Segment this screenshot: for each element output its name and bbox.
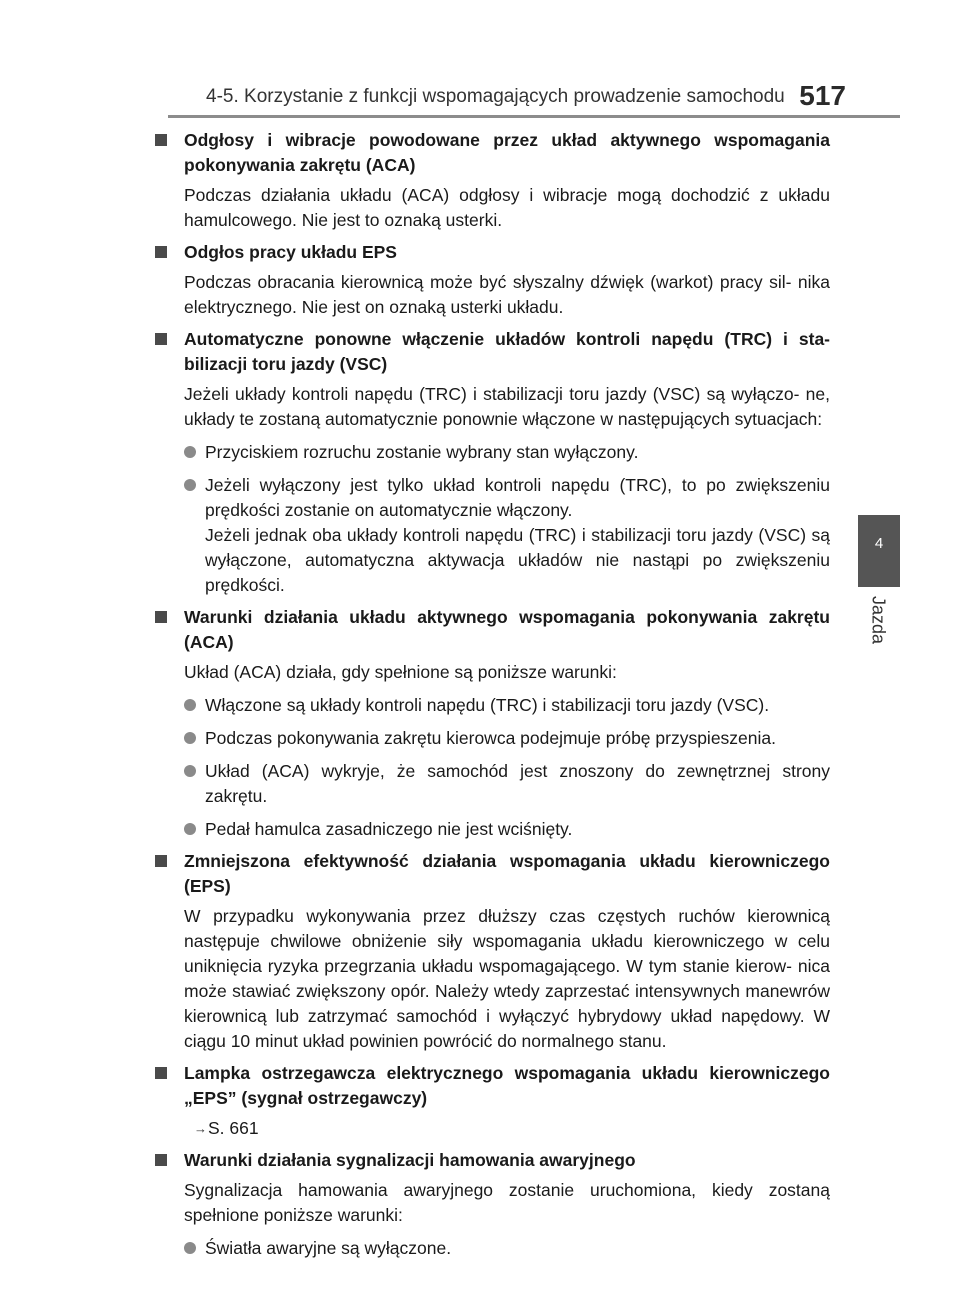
section-aca-conditions xyxy=(155,605,830,842)
section-body: Sygnalizacja hamowania awaryjnego zostanie uruchomiona, kiedy zostaną spełnione poniższe warunki: xyxy=(184,1180,830,1225)
square-bullet-icon xyxy=(155,246,167,258)
section-body: W przypadku wykonywania przez dłuższy czas częstych ruchów kierownicą następuje chwilowe obniżenie siły wspomagania układu kierowniczego w celu uniknięcia ryzyka przegrzania układu wspomagającego. W tym stanie kierow- nica może stawiać zwiększony opór. Należy wtedy zaprzestać intensywnych manewrów kierownicą lub zatrzymać samochód i wyłączyć hybrydowy układ napędowy. W ciągu 10 minut układ powinien powrócić do normalnego stanu. xyxy=(184,906,830,1051)
page-number: 517 xyxy=(799,80,846,111)
section-title: Warunki działania układu aktywnego wspomagania pokonywania zakrętu (ACA) xyxy=(184,607,830,652)
section-heading xyxy=(155,605,830,655)
list-item-text: Włączone są układy kontroli napędu (TRC) i stabilizacji toru jazdy (VSC). xyxy=(205,695,770,715)
square-bullet-icon xyxy=(155,1067,167,1079)
header-title: 4-5. Korzystanie z funkcji wspomagających prowadzenie samochodu xyxy=(206,86,785,107)
section-body: Podczas działania układu (ACA) odgłosy i wibracje mogą dochodzić z układu hamulcowego. Nie jest to oznaką usterki. xyxy=(184,185,830,230)
round-bullet-icon xyxy=(184,732,196,744)
square-bullet-icon xyxy=(155,333,167,345)
list-item-text: Jeżeli wyłączony jest tylko układ kontroli napędu (TRC), to po zwiększeniu prędkości zostanie on automatycznie włączony. xyxy=(205,475,830,520)
section-body: Podczas obracania kierownicą może być słyszalny dźwięk (warkot) pracy sil- nika elektrycznego. Nie jest on oznaką usterki układu. xyxy=(184,272,830,317)
section-title: Warunki działania sygnalizacji hamowania awaryjnego xyxy=(184,1150,636,1170)
list-item-text: Przyciskiem rozruchu zostanie wybrany stan wyłączony. xyxy=(205,442,639,462)
list-item xyxy=(184,759,830,809)
section-heading xyxy=(155,240,830,265)
section-aca-noise xyxy=(155,128,830,233)
round-bullet-icon xyxy=(184,446,196,458)
list-item-text: Podczas pokonywania zakrętu kierowca podejmuje próbę przyspieszenia. xyxy=(205,728,777,748)
chapter-number: 4 xyxy=(874,535,884,552)
section-body: Jeżeli układy kontroli napędu (TRC) i stabilizacji toru jazdy (VSC) są wyłączo- ne, układy te zostaną automatycznie ponownie włączone w następujących sytuacjach: xyxy=(184,384,830,429)
section-trc-vsc-reactivation xyxy=(155,327,830,598)
chapter-label: Jazda xyxy=(868,595,889,645)
list-item-text: Światła awaryjne są wyłączone. xyxy=(205,1238,452,1258)
section-heading xyxy=(155,1061,830,1111)
square-bullet-icon xyxy=(155,855,167,867)
section-heading xyxy=(155,327,830,377)
square-bullet-icon xyxy=(155,611,167,623)
list-item xyxy=(184,817,830,842)
section-emergency-braking-signal xyxy=(155,1148,830,1261)
page-reference[interactable] xyxy=(184,1116,830,1141)
round-bullet-icon xyxy=(184,765,196,777)
list-item xyxy=(184,726,830,751)
round-bullet-icon xyxy=(184,699,196,711)
list-item xyxy=(184,440,830,465)
page-content xyxy=(155,128,830,1268)
round-bullet-icon xyxy=(184,823,196,835)
section-title: Automatyczne ponowne włączenie układów kontroli napędu (TRC) i sta- bilizacji toru jazdy (VSC) xyxy=(184,329,830,374)
section-heading xyxy=(155,128,830,178)
chapter-tab xyxy=(858,515,900,587)
list-item-text: Układ (ACA) wykryje, że samochód jest znoszony do zewnętrznej strony zakrętu. xyxy=(205,761,830,806)
section-eps-warning-lamp xyxy=(155,1061,830,1141)
section-title: Odgłos pracy układu EPS xyxy=(184,242,397,262)
page-header xyxy=(186,80,846,110)
reference-text: S. 661 xyxy=(208,1118,259,1138)
section-heading xyxy=(155,1148,830,1173)
section-eps-reduced xyxy=(155,849,830,1054)
section-title: Lampka ostrzegawcza elektrycznego wspomagania układu kierowniczego „EPS” (sygnał ostrzegawczy) xyxy=(184,1063,830,1108)
section-body: Układ (ACA) działa, gdy spełnione są poniższe warunki: xyxy=(184,662,617,682)
list-item xyxy=(184,1236,830,1261)
arrow-right-icon: → xyxy=(194,1121,207,1136)
section-heading xyxy=(155,849,830,899)
list-item xyxy=(184,473,830,523)
list-item-text: Pedał hamulca zasadniczego nie jest wciśnięty. xyxy=(205,819,573,839)
section-eps-noise xyxy=(155,240,830,320)
list-item xyxy=(184,693,830,718)
section-title: Odgłosy i wibracje powodowane przez układ aktywnego wspomagania pokonywania zakrętu (ACA) xyxy=(184,130,830,175)
section-title: Zmniejszona efektywność działania wspomagania układu kierowniczego (EPS) xyxy=(184,851,830,896)
square-bullet-icon xyxy=(155,1154,167,1166)
header-divider xyxy=(168,115,900,118)
square-bullet-icon xyxy=(155,134,167,146)
list-item-note: Jeżeli jednak oba układy kontroli napędu (TRC) i stabilizacji toru jazdy (VSC) są wyłączone, automatyczna aktywacja układów nie nastąpi po zwiększeniu prędkości. xyxy=(205,525,830,595)
round-bullet-icon xyxy=(184,1242,196,1254)
round-bullet-icon xyxy=(184,479,196,491)
